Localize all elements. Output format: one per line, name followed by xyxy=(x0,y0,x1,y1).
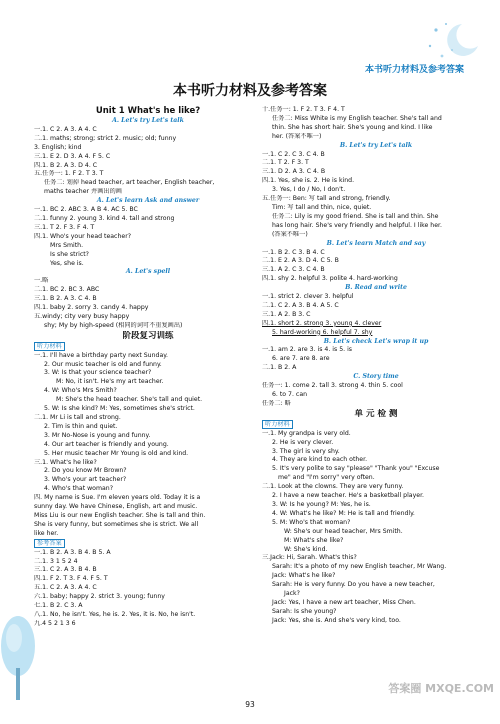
answer-line: Miss Liu is our new English teacher. She is tall and thin. xyxy=(34,511,206,519)
label-tag: 听力材料 xyxy=(262,420,293,430)
answer-line: 四.1. Yes, she is. 2. He is kind. xyxy=(262,177,355,185)
answer-line: 三.1. A 2. B 3. C xyxy=(262,310,311,318)
answer-line: 五.任务一: 1. F 2. T 3. T xyxy=(34,170,104,178)
answer-line xyxy=(34,539,262,549)
answer-line: 四.1. short 2. strong 3. young 4. clever xyxy=(262,319,382,327)
answer-line: 3. W: Is that your science teacher? xyxy=(44,369,152,377)
answer-line: She is very funny, but sometimes she is strict. We all xyxy=(34,520,199,528)
answer-line: 四.1. F 2. T 3. F 4. F 5. T xyxy=(34,575,108,583)
left-column xyxy=(34,106,262,629)
answer-line: 4. Who's that woman? xyxy=(44,485,113,493)
answer-line: 二.1. maths; strong; strict 2. music; old; funny xyxy=(34,134,177,142)
section-heading: 阶段复习训练 xyxy=(122,330,174,341)
answer-line: 三.1. A 2. C 3. C 4. B xyxy=(262,266,325,274)
answer-line: sunny day. We have Chinese, English, art and music. xyxy=(34,503,198,511)
answer-line: Yes, she is. xyxy=(50,259,84,267)
label-tag: 听力材料 xyxy=(34,342,65,352)
answer-line: 2. He is very clever. xyxy=(272,438,334,446)
answer-line: 三.1. C 2. A 3. B 4. B xyxy=(34,566,97,574)
answer-line xyxy=(34,342,262,352)
answer-line: 一.1. B 2. A 3. B 4. B 5. A xyxy=(34,548,111,556)
answer-line: 5. W: Is she kind? M: Yes, sometimes she's strict. xyxy=(44,405,195,413)
answer-line: 一.1. C 2. A 3. A 4. C xyxy=(34,125,97,133)
answer-line: W: She's kind. xyxy=(284,545,328,553)
answer-line: 5. It's very polite to say "please" "Thank you" "Excuse xyxy=(272,465,440,473)
answer-line: M: No, it isn't. He's my art teacher. xyxy=(56,378,164,386)
answer-line: 八.1. No, he isn't. Yes, he is. 2. Yes, it is. No, he isn't. xyxy=(34,610,196,618)
answer-line: 五.任务一: Ben: 写 tall and strong, friendly. xyxy=(262,195,391,203)
answer-line: 三.1. D 2. A 3. C 4. B xyxy=(262,168,326,176)
answer-line: Jack: What's he like? xyxy=(272,572,336,580)
answer-line: 二.1. Look at the clowns. They are very funny. xyxy=(262,483,404,491)
answer-line: 一.1. B 2. C 3. B 4. C xyxy=(262,248,325,256)
answer-line: thin. She has short hair. She's young and kind. I like xyxy=(272,123,433,131)
answer-line: 5. hard-working 6. helpful 7. shy xyxy=(272,328,373,336)
answer-line: 4. Our art teacher is friendly and young. xyxy=(44,440,169,448)
answer-line: like her. xyxy=(34,529,59,537)
answer-line: Mrs Smith. xyxy=(50,241,84,249)
answer-line: 二.1. B 2. A xyxy=(262,364,297,372)
answer-line: 任务一: 1. come 2. tall 3. strong 4. thin 5. cool xyxy=(262,382,403,390)
answer-line: Sarah: Is she young? xyxy=(272,607,337,615)
answer-line: M: She's the head teacher. She's tall and quiet. xyxy=(56,396,203,404)
answer-line: 二.1. Mr Li is tall and strong. xyxy=(34,414,121,421)
answer-line: maths teacher 并画出的画 xyxy=(44,188,122,196)
answer-line: 五.windy; city very busy happy xyxy=(34,312,130,320)
answer-line: 三.Jack: Hi, Sarah. What's this? xyxy=(262,554,357,562)
answer-line: 一.1. am 2. are 3. is 4. is 5. is xyxy=(262,346,353,354)
answer-line: 3. Mr No-Nose is young and funny. xyxy=(44,431,151,439)
answer-line: 6. to 7. can xyxy=(272,391,308,398)
section-heading: Unit 1 What's he like? xyxy=(95,106,201,116)
answer-line: 5. Her music teacher Mr Young is old and kind. xyxy=(44,449,189,457)
answer-line: 6. are 7. are 8. are xyxy=(272,355,330,363)
answer-line: 任务二: 略 xyxy=(262,399,291,407)
answer-line: 一.略 xyxy=(34,277,49,285)
subsection-heading: A. Let's spell xyxy=(125,268,171,276)
answer-line: 四.1. shy 2. helpful 3. polite 4. hard-working xyxy=(262,275,398,283)
answer-line: me" and "I'm sorry" very often. xyxy=(278,474,375,482)
answer-line: Jack: Yes, she is. And she's very kind, too. xyxy=(272,616,401,624)
answer-line: 一.1. I'll have a birthday party next Sunday. xyxy=(34,351,168,359)
answer-line: 4. W: Who's Mrs Smith? xyxy=(44,387,117,395)
subsection-heading: B. Let's learn Match and say xyxy=(326,239,426,247)
page-number: 93 xyxy=(245,700,255,709)
moon-stars-icon xyxy=(422,20,482,64)
subsection-heading: B. Let's try Let's talk xyxy=(339,141,413,149)
answer-line: 任务二: Lily is my good friend. She is tall and thin. She xyxy=(272,212,439,220)
answer-line: 九.4 5 2 1 3 6 xyxy=(34,619,76,627)
answer-line: 七.1. B 2. C 3. A xyxy=(34,602,83,610)
answer-line: (答案不唯一) xyxy=(272,230,308,238)
answer-line: 四.1. Who's your head teacher? xyxy=(34,232,132,240)
answer-line: 3. English; kind xyxy=(34,143,82,151)
answer-line: her. (答案不唯一) xyxy=(272,132,322,140)
answer-line: W: She's our head teacher, Mrs Smith. xyxy=(284,527,403,535)
answer-line: 二.1. T 2. F 3. T xyxy=(262,159,309,167)
answer-line: 二.1. E 2. A 3. D 4. C 5. B xyxy=(262,257,339,265)
answer-line: shy; My by high-speed (相同的词可不重复画出) xyxy=(44,321,183,329)
answer-line: 3. Yes, I do / No, I don't. xyxy=(272,186,346,194)
right-column xyxy=(262,106,490,626)
answer-line: 2. Our music teacher is old and funny. xyxy=(44,360,162,368)
answer-line: 5. M: Who's that woman? xyxy=(272,518,351,526)
answer-line: 2. Do you know Mr Brown? xyxy=(44,467,127,475)
subsection-heading: A. Let's learn Ask and answer xyxy=(96,197,200,205)
header-label: 本书听力材料及参考答案 xyxy=(364,65,464,75)
answer-line: 五.1. C 2. A 3. A 4. C xyxy=(34,584,97,592)
answer-line: Jack? xyxy=(284,590,300,598)
answer-line: 2. I have a new teacher. He's a basketball player. xyxy=(272,492,425,500)
tree-illustration xyxy=(0,612,40,702)
answer-line: 二.1. BC 2. BC 3. ABC xyxy=(34,286,100,294)
answer-line: 二.1. funny 2. young 3. kind 4. tall and strong xyxy=(34,214,175,222)
answer-line: 3. W: Is he young? M: Yes, he is. xyxy=(272,500,371,508)
page-title: 本书听力材料及参考答案 xyxy=(173,83,327,99)
subsection-heading: B. Read and write xyxy=(345,284,407,292)
answer-line: 二.1. 3 1 5 2 4 xyxy=(34,557,78,565)
answer-line: 任务二: 划掉 head teacher, art teacher, English teacher, xyxy=(44,179,215,187)
subsection-heading: A. Let's try Let's talk xyxy=(112,117,184,124)
answer-line: 四.1. baby 2. sorry 3. candy 4. happy xyxy=(34,304,149,312)
answer-line: Jack: Yes, I have a new art teacher, Miss Chen. xyxy=(272,598,416,606)
answer-line: M: What's she like? xyxy=(284,536,344,544)
answer-line: 一.1. BC 2. ABC 3. A B 4. AC 5. BC xyxy=(34,206,138,214)
section-heading: 单 元 检 测 xyxy=(354,408,398,419)
subsection-heading: B. Let's check Let's wrap it up xyxy=(323,337,429,345)
answer-line: 六.1. baby; happy 2. strict 3. young; funny xyxy=(34,593,165,601)
answer-line: 2. Tim is thin and quiet. xyxy=(44,422,118,430)
answer-line: 十.任务一: 1. F 2. T 3. F 4. T xyxy=(262,106,345,113)
answer-line: 四.1. B 2. A 3. D 4. C xyxy=(34,161,98,169)
answer-line: 三.1. E 2. D 3. A 4. F 5. C xyxy=(34,152,111,160)
answer-line: 4. They are kind to each other. xyxy=(272,456,368,464)
watermark-logo: 答案圈 MXQE.COM xyxy=(388,682,494,695)
answer-line: 一.1. C 2. C 3. C 4. B xyxy=(262,150,325,158)
answer-line xyxy=(262,420,490,430)
answer-line: has long hair. She's very friendly and helpful. I like her. xyxy=(272,221,442,229)
answer-line: 一.1. My grandpa is very old. xyxy=(262,429,351,437)
answer-line: Tim: 写 tall and thin, nice, quiet. xyxy=(272,203,372,211)
answer-line: 任务二: Miss White is my English teacher. She's tall and xyxy=(272,114,442,122)
answer-line: Is she strict? xyxy=(50,250,89,258)
answer-line: 一.1. strict 2. clever 3. helpful xyxy=(262,293,354,301)
answer-line: Sarah: He is very funny. Do you have a new teacher, xyxy=(272,581,435,589)
label-tag: 参考答案 xyxy=(34,539,65,549)
subsection-heading: C. Story time xyxy=(353,373,399,381)
header-band xyxy=(0,0,500,80)
answer-line: 三.1. T 2. F 3. F 4. T xyxy=(34,223,95,231)
answer-line: 三.1. What's he like? xyxy=(34,458,97,466)
answer-line: Sarah: It's a photo of my new English teacher, Mr Wang. xyxy=(272,563,447,571)
answer-line: 二.1. C 2. A 3. B 4. A 5. C xyxy=(262,301,339,309)
answer-line: 3. The girl is very shy. xyxy=(272,447,340,455)
answer-line: 三.1. B 2. A 3. C 4. B xyxy=(34,295,97,303)
answer-line: 3. Who's your art teacher? xyxy=(44,476,127,484)
answer-line: 四. My name is Sue. I'm eleven years old. Today it is a xyxy=(34,494,201,502)
answer-line: 4. W: What's he like? M: He is tall and friendly. xyxy=(272,509,415,517)
